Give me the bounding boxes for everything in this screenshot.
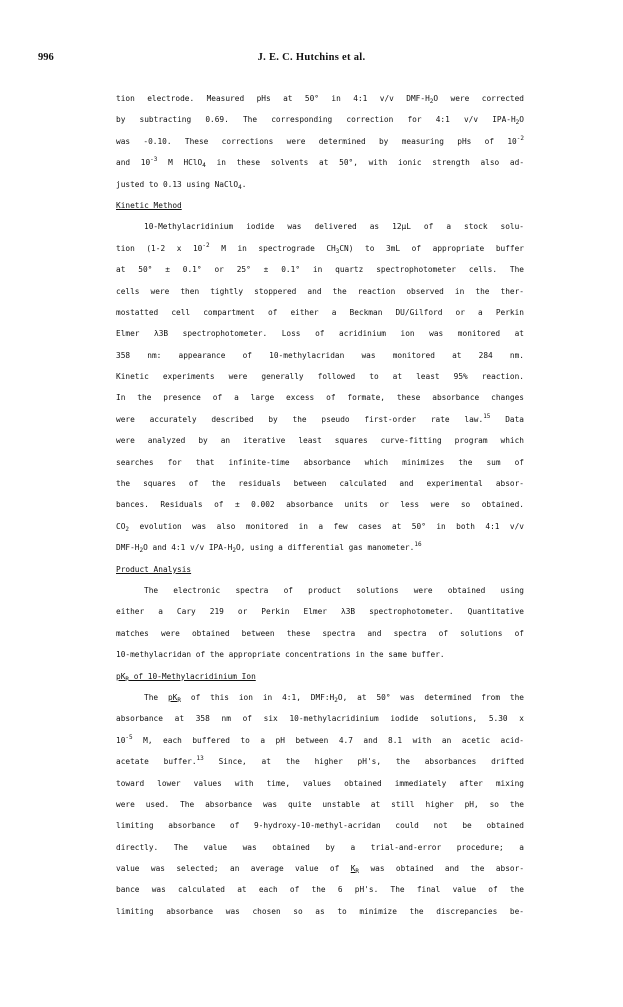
text-line: mostatted cell compartment of either a Beckman DU/Gilford or a Perkin: [116, 307, 524, 317]
text-line: limiting absorbance of 9-hydroxy-10-methyl-acridan could not be obtained: [116, 821, 524, 831]
text-line: were used. The absorbance was quite unstable at still higher pH, so the: [116, 799, 524, 809]
text-line: In the presence of a large excess of formate, these absorbance changes: [116, 393, 524, 403]
text-line: bance was calculated at each of the 6 pH's. The final value of the: [116, 885, 524, 895]
text-line: matches were obtained between these spectra and spectra of solutions of: [116, 628, 524, 638]
text-line: bances. Residuals of ± 0.002 absorbance units or less were so obtained.: [116, 500, 524, 510]
text-line: 10-methylacridan of the appropriate concentrations in the same buffer.: [116, 650, 445, 660]
text-line: justed to 0.13 using NaClO$_4$.: [116, 179, 247, 191]
text-line: 358 nm: appearance of 10-methylacridan was monitored at 284 nm.: [116, 350, 524, 360]
text-line: $CO_2$ evolution was also monitored in a few cases at 50° in both 4:1 v/v: [116, 521, 524, 533]
text-line: absorbance at 358 nm of six 10-methylacridinium iodide solutions, 5.30 x: [116, 714, 524, 724]
text-line: The $pK_R$ of this ion in 4:1, $DMF:H_2O$, at 50° was determined from the: [144, 692, 525, 704]
text-line: tion (1-2 x $10^{-2}$ M in spectrograde $CH_3CN$) to 3mL of appropriate buffer: [116, 241, 524, 255]
text-line: either a Cary 219 or Perkin Elmer λ3B spectrophotometer. Quantitative: [116, 607, 524, 617]
body-text: [116, 88, 524, 922]
text-line: Kinetic experiments were generally followed to at least 95% reaction.: [116, 372, 524, 382]
text-line: and $10^{-3}$ M HClO$_4$ in these solvents at 50°, with ionic strength also ad-: [116, 156, 525, 170]
text-line: tion electrode. Measured pHs at 50° in 4:1 v/v DMF-$H_2O$ were corrected: [116, 94, 524, 105]
text-line: at 50° ± 0.1° or 25° ± 0.1° in quartz spectrophotometer cells. The: [116, 265, 524, 275]
text-line: value was selected; an average value of $K_R$ was obtained and the absor-: [116, 864, 525, 876]
text-line: were analyzed by an iterative least squares curve-fitting program which: [116, 436, 524, 446]
text-line: 10-Methylacridinium iodide was delivered as 12μL of a stock solu-: [144, 222, 524, 232]
text-line: searches for that infinite-time absorbance which minimizes the sum of: [116, 457, 524, 467]
section-heading-kinetic-method: Kinetic Method: [116, 200, 182, 210]
text-line: limiting absorbance was chosen so as to minimize the discrepancies be-: [116, 906, 524, 916]
page-header: [0, 52, 623, 70]
text-line: toward lower values with time, values obtained immediately after mixing: [116, 778, 524, 788]
text-line: $10^{-5}$ M, each buffered to a pH between 4.7 and 8.1 with an acetic acid-: [116, 733, 524, 745]
text-line: DMF-$H_2O$ and 4:1 v/v IPA-$H_2O$, using a differential gas manometer.$^{16}$: [116, 541, 422, 555]
page-number: 996: [38, 52, 54, 63]
text-line: was -0.10. These corrections were determined by measuring pHs of $10^{-2}$: [116, 134, 524, 146]
running-head: J. E. C. Hutchins et al.: [257, 52, 366, 63]
section-heading-pkr: $pK_R$ of 10-Methylacridinium Ion: [116, 671, 256, 683]
section-heading-product-analysis: Product Analysis: [116, 564, 192, 574]
text-line: the squares of the residuals between calculated and experimental absor-: [116, 479, 524, 489]
text-line: The electronic spectra of product solutions were obtained using: [144, 585, 524, 595]
text-line: by subtracting 0.69. The corresponding correction for 4:1 v/v IPA-$H_2O$: [116, 115, 524, 127]
text-line: were accurately described by the pseudo first-order rate law.$^{15}$ Data: [116, 412, 524, 424]
text-line: acetate buffer.$^{13}$ Since, at the higher pH's, the absorbances drifted: [116, 755, 524, 767]
text-line: cells were then tightly stoppered and the reaction observed in the ther-: [116, 286, 524, 296]
text-line: Elmer λ3B spectrophotometer. Loss of acridinium ion was monitored at: [116, 329, 524, 339]
text-line: directly. The value was obtained by a trial-and-error procedure; a: [116, 842, 524, 852]
